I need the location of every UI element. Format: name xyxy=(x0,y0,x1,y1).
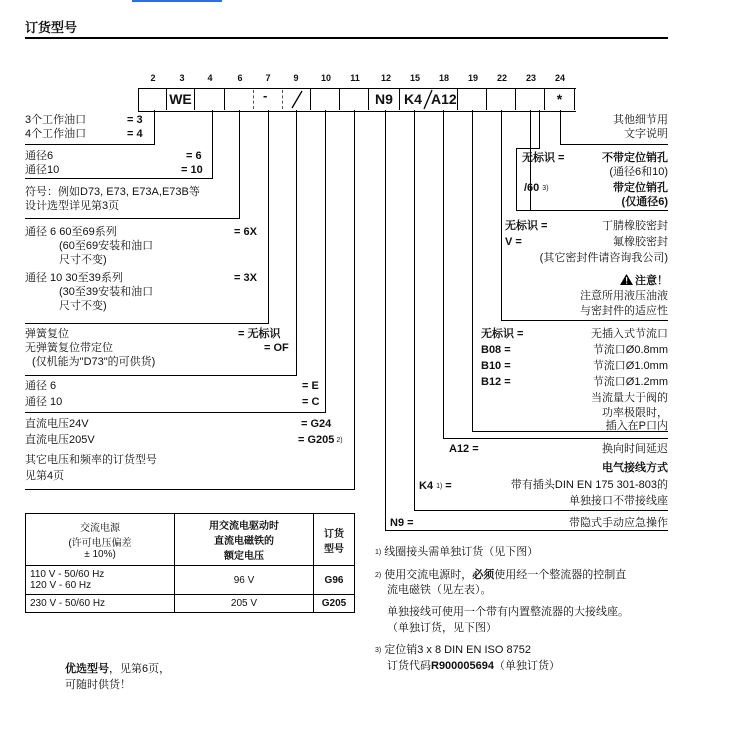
pos-num: 24 xyxy=(554,73,565,83)
leader-23-b xyxy=(516,210,668,211)
series6-line-1: 通径 6 60至69系列 xyxy=(25,226,117,238)
dc24-code: = G24 xyxy=(301,418,332,430)
footnote-3-a xyxy=(375,644,531,657)
seal-none: 丁腈橡胶密封 xyxy=(602,220,668,232)
b08: 节流口Ø0.8mm xyxy=(592,344,668,356)
k4-label xyxy=(419,480,452,493)
code-box-a12: A12 xyxy=(431,91,457,107)
leader-23-h xyxy=(516,148,540,149)
dc24-label: 直流电压24V xyxy=(25,418,89,430)
leader-2-h xyxy=(25,144,155,145)
code-box-n9: N9 xyxy=(369,89,400,110)
table-head-text: 直流电磁铁的 xyxy=(214,536,274,547)
other-voltage-line-2: 见第4页 xyxy=(25,470,65,482)
pos-num: 9 xyxy=(293,73,299,83)
elec-title: 电气接线方式 xyxy=(602,462,668,474)
leader-9-h xyxy=(25,375,297,376)
ports-4-code: = 4 xyxy=(127,128,143,140)
dc205-label: 直流电压205V xyxy=(25,434,95,446)
attention-1: 注意所用液压油液 xyxy=(580,290,668,302)
orifice-none: 无插入式节流口 xyxy=(591,328,668,340)
pos-num: 18 xyxy=(438,73,449,83)
leader-2 xyxy=(154,110,155,144)
seal-v: 氟橡胶密封 xyxy=(613,236,668,248)
table-header-row xyxy=(26,514,355,566)
code-box-k4: K4 xyxy=(404,91,422,107)
fn3-mark: 3) xyxy=(375,647,382,654)
a12-label: A12 = xyxy=(449,443,479,455)
voltage-table xyxy=(25,513,355,613)
b10-label: B10 = xyxy=(481,360,511,372)
leader-19 xyxy=(472,110,473,431)
b12-label: B12 = xyxy=(481,376,511,388)
symbol-line-2: 设计选型详见第3页 xyxy=(25,200,120,212)
leader-11 xyxy=(354,110,355,489)
pos-7-dash: - xyxy=(263,88,268,103)
size10-label: 通径10 xyxy=(25,164,60,176)
pos-num: 2 xyxy=(150,73,156,83)
dc205-code-text: = G205 xyxy=(298,434,335,446)
b08-label: B08 = xyxy=(481,344,511,356)
fn1-mark: 1) xyxy=(375,549,382,556)
b10: 节流口Ø1.0mm xyxy=(592,360,668,372)
attention-text: 注意！ xyxy=(635,275,668,287)
cell-text: 230 V - 50/60 Hz xyxy=(30,598,106,609)
ports-3-code: = 3 xyxy=(127,114,143,126)
other-details-1: 其他细节用 xyxy=(613,114,668,126)
k4-1: 带有插头DIN EN 175 301-803的 xyxy=(510,479,668,491)
pin-60-1: 带定位销孔 xyxy=(613,182,668,194)
seal-none-label: 无标识 = xyxy=(505,220,548,232)
fn2-text-a: 使用交流电源时， xyxy=(384,569,473,581)
nospring-note: (仅机能为"D73"的可供货) xyxy=(32,356,156,368)
code-box-4 xyxy=(195,89,225,110)
warning-icon xyxy=(620,274,633,285)
magnet10-code: = C xyxy=(302,396,320,408)
pos-num: 15 xyxy=(409,73,420,83)
dc205-sup: 2) xyxy=(336,437,343,444)
table-head-text: ± 10%) xyxy=(84,549,116,560)
magnet6-code: = E xyxy=(302,380,319,392)
pos-9-slash xyxy=(283,89,311,110)
pos-num: 11 xyxy=(350,73,360,83)
orifice-note-1: 当流量大于阀的 xyxy=(591,392,668,404)
leader-7 xyxy=(268,110,269,323)
leader-9 xyxy=(296,110,297,375)
fn1-text: 线圈接头需单独订货（见下图） xyxy=(384,546,539,558)
leader-23-down xyxy=(516,148,517,210)
table-cell-rated: 96 V xyxy=(175,566,314,595)
pin-60-sup: 3) xyxy=(542,185,549,192)
attention-title xyxy=(620,274,668,288)
series10-code: = 3X xyxy=(234,272,257,284)
leader-4-h xyxy=(25,178,213,179)
fn3-bold: R900005694 xyxy=(431,660,495,672)
code-box-2 xyxy=(139,89,167,110)
fn2-text-b: 使用经一个整流器的控制直 xyxy=(494,569,627,581)
size6-label: 通径6 xyxy=(25,150,54,162)
k4-sup: 1) xyxy=(436,483,443,490)
fn3-text-a: 定位销3 x 8 DIN EN ISO 8752 xyxy=(384,644,531,656)
table-head-text: (许可电压偏差 xyxy=(68,538,132,549)
leader-12-h xyxy=(385,530,668,531)
orifice-note-3: 插入在P口内 xyxy=(605,420,668,432)
pos-num: 12 xyxy=(380,73,391,83)
pos-num: 6 xyxy=(237,73,243,83)
leader-24 xyxy=(560,110,561,144)
ports-3-label: 3个工作油口 xyxy=(25,114,87,126)
k4-eq: = xyxy=(445,480,452,492)
cell-text: 110 V - 50/60 Hz xyxy=(30,569,105,580)
pin-none-label: 无标识 = xyxy=(522,152,565,164)
footnote-2-a xyxy=(375,569,626,582)
orifice-note-2: 功率极限时， xyxy=(602,407,668,419)
code-box-10 xyxy=(311,89,340,110)
footnote-3-b xyxy=(387,660,560,673)
fn3-pre: 订货代码 xyxy=(387,660,431,672)
leader-15 xyxy=(414,110,415,510)
k4-2: 单独接口不带接线座 xyxy=(569,495,668,507)
leader-11-h xyxy=(25,489,355,490)
series10-line-3: 尺寸不变) xyxy=(59,300,107,312)
table-head-text: 交流电源 xyxy=(80,523,120,534)
n9-desc: 带隐式手动应急操作 xyxy=(569,517,668,529)
a12-desc: 换向时间延迟 xyxy=(602,443,668,455)
footnote-1 xyxy=(375,546,538,559)
nospring-label: 无弹簧复位带定位 xyxy=(25,342,113,354)
pin-none-2: (通径6和10) xyxy=(609,166,668,178)
fn3-post: （单独订货） xyxy=(494,660,561,672)
other-details-2: 文字说明 xyxy=(624,128,668,140)
other-voltage-line-1: 其它电压和频率的订货型号 xyxy=(25,454,157,466)
spring-code: = 无标识 xyxy=(238,328,281,340)
series6-line-2: (60至69安装和油口 xyxy=(59,240,154,252)
pos-num: 7 xyxy=(265,73,271,83)
divider-6-7 xyxy=(253,90,254,109)
leader-22-h xyxy=(501,320,668,321)
table-cell-code: G205 xyxy=(314,595,355,613)
leader-10 xyxy=(325,110,326,412)
fn2-bold: 必须 xyxy=(472,569,495,581)
leader-7-h xyxy=(25,323,269,324)
preferred-line-1 xyxy=(65,663,170,676)
table-head-text: 用交流电驱动时 xyxy=(209,521,279,532)
preferred-bold: 优选型号 xyxy=(65,663,109,675)
series10-line-2: (30至39安装和油口 xyxy=(59,286,154,298)
leader-6-h xyxy=(25,218,240,219)
pin-60-label xyxy=(524,182,549,195)
seal-v-label: V = xyxy=(505,236,522,248)
footnote-2-e: （单独订货，见下图） xyxy=(387,622,497,634)
leader-22 xyxy=(501,110,502,320)
seal-note: (其它密封件请咨询我公司) xyxy=(539,252,668,264)
dc205-code xyxy=(298,434,343,447)
series10-line-1: 通径 10 30至39系列 xyxy=(25,272,123,284)
leader-15-h xyxy=(414,510,668,511)
leader-18 xyxy=(443,110,444,438)
code-box-22 xyxy=(487,89,516,110)
b12: 节流口Ø1.2mm xyxy=(592,376,668,388)
pos-num: 10 xyxy=(320,73,331,83)
code-box-11 xyxy=(340,89,369,110)
attention-2: 与密封件的适应性 xyxy=(580,305,668,317)
cell-text: 120 V - 60 Hz xyxy=(30,580,92,591)
table-cell-code: G96 xyxy=(314,566,355,595)
table-cell-supply xyxy=(26,566,175,595)
table-row xyxy=(26,566,355,595)
table-row xyxy=(26,595,355,613)
table-head-text: 额定电压 xyxy=(224,551,264,562)
magnet10-label: 通径 10 xyxy=(25,396,63,408)
table-head-text: 订货 xyxy=(324,528,344,540)
pin-60-2: (仅通径6) xyxy=(621,196,668,208)
page-title: 订货型号 xyxy=(25,20,78,35)
code-box-23 xyxy=(516,89,545,110)
leader-10-h xyxy=(25,412,326,413)
footnote-2-c: 流电磁铁（见左表）。 xyxy=(387,584,492,596)
table-cell-supply xyxy=(26,595,175,613)
header-accent-bar xyxy=(132,0,222,2)
size10-code: = 10 xyxy=(181,164,203,176)
pos-num: 3 xyxy=(179,73,185,83)
leader-23-top xyxy=(539,110,540,148)
spring-label: 弹簧复位 xyxy=(25,328,69,340)
leader-18-h xyxy=(443,438,668,439)
pos-num: 4 xyxy=(207,73,213,83)
ports-4-label: 4个工作油口 xyxy=(25,128,87,140)
code-box-star: * xyxy=(545,89,575,110)
leader-12 xyxy=(385,110,386,530)
code-box-we: WE xyxy=(167,89,195,110)
table-head-supply xyxy=(26,514,175,566)
table-head-rated xyxy=(175,514,314,566)
preferred-line-2: 可随时供货！ xyxy=(65,679,131,691)
size6-code: = 6 xyxy=(186,150,202,162)
leader-6 xyxy=(239,110,240,218)
series6-code: = 6X xyxy=(234,226,257,238)
orifice-none-label: 无标识 = xyxy=(481,328,524,340)
pin-none-1: 不带定位销孔 xyxy=(602,152,668,164)
table-head-text: 型号 xyxy=(324,543,344,555)
table-cell-rated: 205 V xyxy=(175,595,314,613)
leader-4 xyxy=(212,110,213,178)
footnote-2-d: 单独接线可使用一个带有内置整流器的大接线座。 xyxy=(387,606,629,618)
code-box-19 xyxy=(458,89,487,110)
series6-line-3: 尺寸不变) xyxy=(59,254,107,266)
symbol-line-1: 符号：例如D73, E73, E73A,E73B等 xyxy=(25,186,200,198)
leader-24-h xyxy=(560,144,668,145)
pos-num: 23 xyxy=(525,73,536,83)
k4-text: K4 xyxy=(419,480,434,492)
nospring-code: = OF xyxy=(264,342,289,354)
title-rule xyxy=(25,37,668,39)
pos-num: 19 xyxy=(467,73,478,83)
n9-label: N9 = xyxy=(390,517,414,529)
magnet6-label: 通径 6 xyxy=(25,380,57,392)
fn2-mark: 2) xyxy=(375,572,382,579)
pin-60-text: /60 xyxy=(524,182,540,194)
preferred-rest: ，见第6页， xyxy=(109,663,171,675)
table-head-code xyxy=(314,514,355,566)
pos-num: 22 xyxy=(496,73,507,83)
